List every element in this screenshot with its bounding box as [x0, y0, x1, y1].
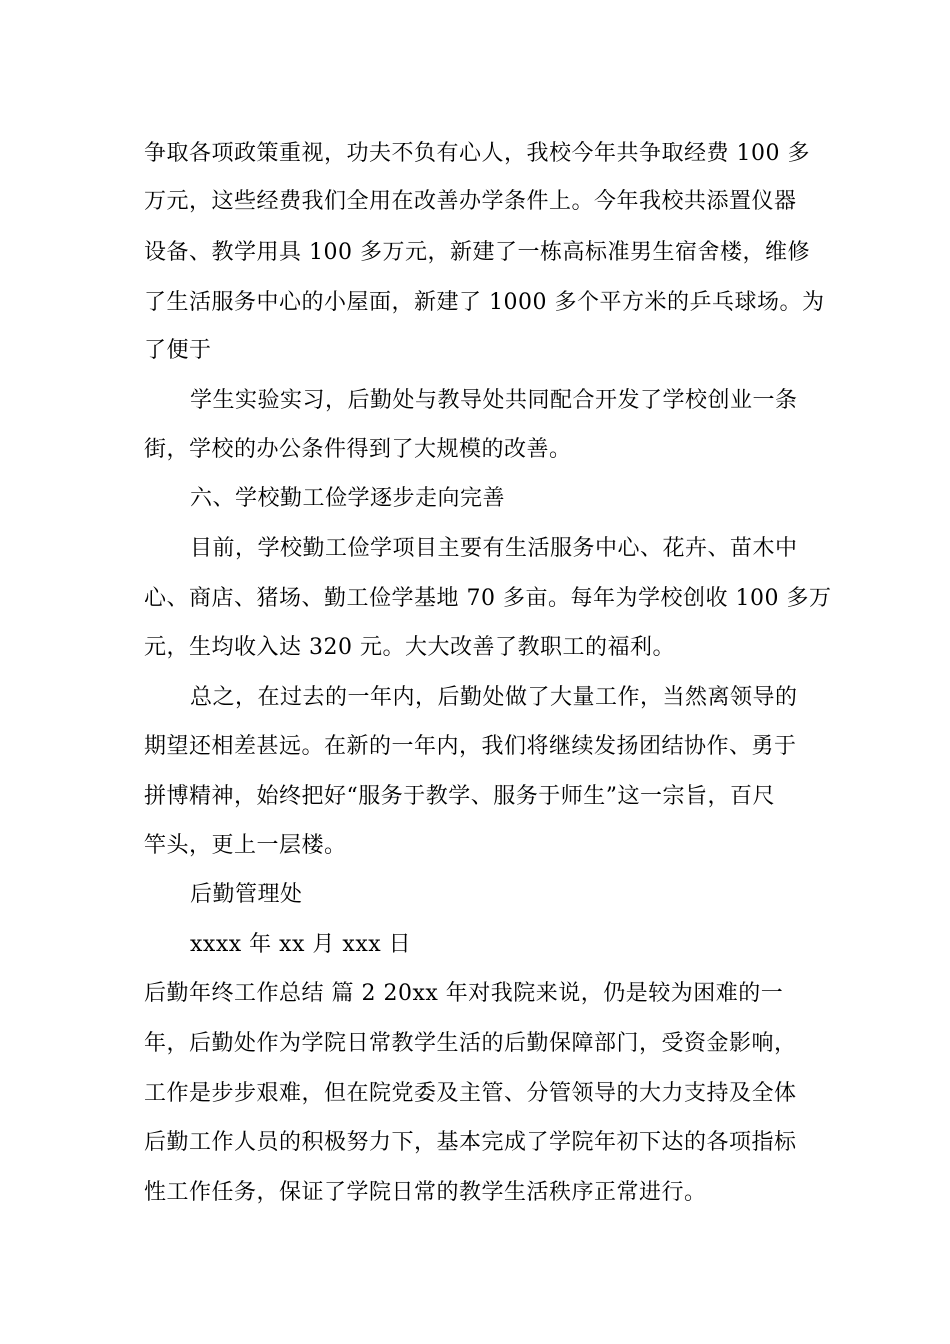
- paragraph-line: 拼博精神，始终把好“服务于教学、服务于师生”这一宗旨，百尺: [144, 784, 775, 809]
- paragraph-line: 设备、教学用具 100 多万元，新建了一栋高标准男生宿舍楼，维修: [144, 240, 810, 265]
- paragraph-line: 万元，这些经费我们全用在改善办学条件上。今年我校共添置仪器: [144, 189, 797, 214]
- paragraph-line: 性工作任务，保证了学院日常的教学生活秩序正常进行。: [144, 1180, 707, 1205]
- paragraph-line: 期望还相差甚远。在新的一年内，我们将继续发扬团结协作、勇于: [144, 734, 797, 759]
- paragraph-line: 争取各项政策重视，功夫不负有心人，我校今年共争取经费 100 多: [144, 141, 810, 166]
- paragraph-line: 目前，学校勤工俭学项目主要有生活服务中心、花卉、苗木中: [190, 536, 798, 561]
- section-heading: 六、学校勤工俭学逐步走向完善: [190, 486, 506, 511]
- paragraph-line: 工作是步步艰难，但在院党委及主管、分管领导的大力支持及全体: [144, 1081, 797, 1106]
- signature-date: xxxx 年 xx 月 xxx 日: [190, 932, 412, 957]
- paragraph-line: 后勤年终工作总结 篇 2 20xx 年对我院来说，仍是较为困难的一: [144, 981, 784, 1006]
- paragraph-line: 元，生均收入达 320 元。大大改善了教职工的福利。: [144, 635, 675, 660]
- paragraph-line: 后勤工作人员的积极努力下，基本完成了学院年初下达的各项指标: [144, 1130, 797, 1155]
- paragraph-line: 了生活服务中心的小屋面，新建了 1000 多个平方米的乒乓球场。为: [144, 290, 825, 315]
- paragraph-line: 学生实验实习，后勤处与教导处共同配合开发了学校创业一条: [190, 388, 798, 413]
- paragraph-line: 了便于: [144, 338, 212, 363]
- paragraph-line: 竿头，更上一层楼。: [144, 833, 347, 858]
- paragraph-line: 心、商店、猪场、勤工俭学基地 70 多亩。每年为学校创收 100 多万: [144, 586, 832, 611]
- signature-department: 后勤管理处: [190, 882, 303, 907]
- paragraph-line: 年，后勤处作为学院日常教学生活的后勤保障部门，受资金影响，: [144, 1031, 797, 1056]
- paragraph-line: 街，学校的办公条件得到了大规模的改善。: [144, 437, 572, 462]
- paragraph-line: 总之，在过去的一年内，后勤处做了大量工作，当然离领导的: [190, 685, 798, 710]
